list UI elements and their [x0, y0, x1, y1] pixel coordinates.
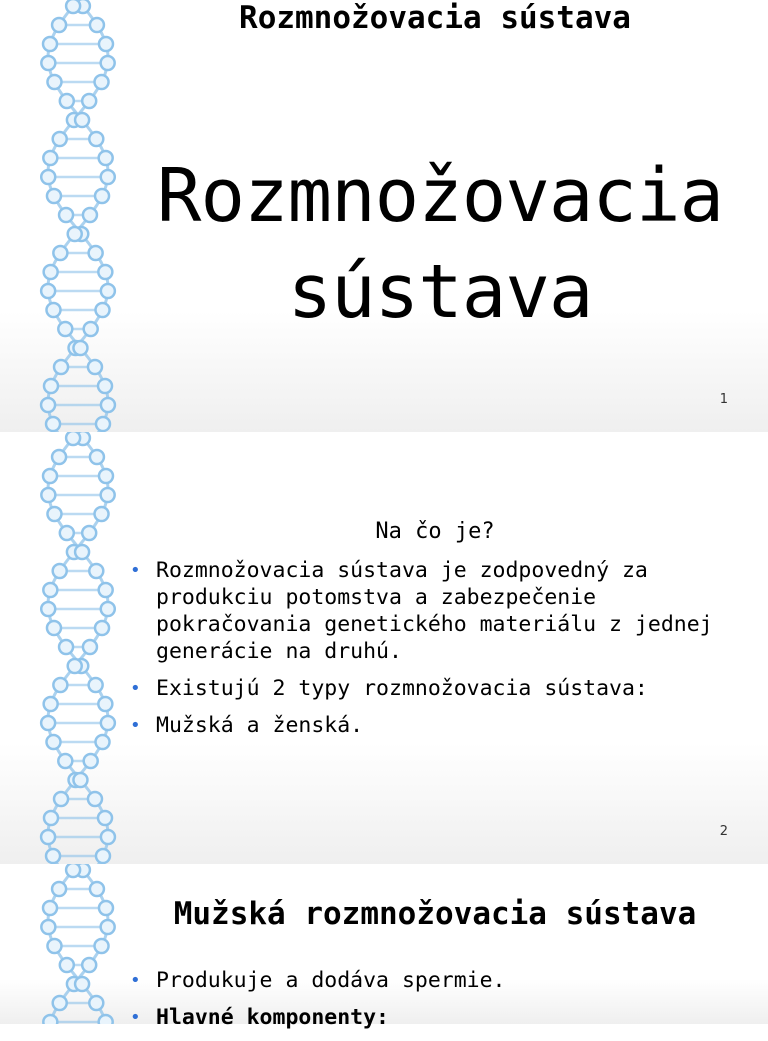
dna-node	[44, 811, 58, 825]
dna-node	[88, 792, 102, 806]
dna-node	[89, 564, 103, 578]
dna-node	[84, 322, 98, 336]
dna-node	[54, 792, 68, 806]
dna-node	[44, 379, 58, 393]
dna-node	[95, 939, 109, 953]
dna-node	[43, 583, 57, 597]
dna-node	[96, 735, 110, 749]
dna-node	[90, 882, 104, 896]
bullet-text: Rozmnožovacia sústava je zodpovedný za produkciu potomstva a zabezpečenie pokračovania genetického materiálu z jednej generácie na druhú.	[156, 558, 713, 664]
dna-helix-decoration	[36, 432, 126, 864]
dna-node	[59, 208, 73, 222]
slide-heading: Rozmnožovacia sústava	[239, 0, 631, 36]
dna-node	[89, 132, 103, 146]
dna-node	[53, 678, 67, 692]
dna-node	[41, 56, 55, 70]
bullet-text: Hlavné komponenty:	[156, 1005, 389, 1030]
dna-node	[53, 246, 67, 260]
dna-node	[46, 735, 60, 749]
dna-helix-decoration	[36, 0, 126, 432]
bullet-text: Produkuje a dodáva spermie.	[156, 968, 506, 993]
list-item	[128, 557, 728, 665]
dna-node	[41, 830, 55, 844]
slide-subtitle: Na čo je?	[375, 519, 495, 544]
dna-node	[99, 901, 113, 915]
bullet-icon: •	[130, 970, 141, 991]
dna-node	[73, 341, 87, 355]
dna-node	[41, 602, 55, 616]
dna-node	[60, 958, 74, 972]
dna-node	[43, 151, 57, 165]
slide-number: 2	[719, 824, 728, 839]
dna-node	[58, 322, 72, 336]
dna-node	[53, 996, 67, 1010]
list-item	[128, 712, 728, 739]
dna-node	[98, 697, 112, 711]
dna-node	[82, 958, 96, 972]
list-item	[128, 675, 728, 702]
dna-node	[46, 417, 60, 431]
dna-node	[53, 132, 67, 146]
dna-node	[41, 398, 55, 412]
dna-node	[58, 754, 72, 768]
slide-number: 1	[719, 392, 728, 407]
dna-node	[41, 488, 55, 502]
bullet-icon: •	[130, 678, 141, 699]
dna-node	[41, 920, 55, 934]
dna-node	[52, 450, 66, 464]
dna-node	[101, 716, 115, 730]
dna-node	[54, 360, 68, 374]
dna-node	[47, 189, 61, 203]
dna-node	[101, 284, 115, 298]
dna-node	[99, 1015, 113, 1024]
dna-node	[98, 265, 112, 279]
dna-node	[66, 864, 80, 877]
dna-node	[84, 754, 98, 768]
dna-node	[101, 170, 115, 184]
dna-node	[41, 284, 55, 298]
dna-node	[90, 450, 104, 464]
slide-title	[130, 148, 750, 340]
dna-node	[82, 526, 96, 540]
dna-node	[95, 189, 109, 203]
dna-node	[68, 227, 82, 241]
dna-node	[66, 0, 80, 13]
dna-node	[99, 469, 113, 483]
bullet-icon: •	[130, 1007, 141, 1028]
bullet-icon: •	[130, 715, 141, 736]
list-item	[128, 967, 728, 994]
dna-node	[47, 507, 61, 521]
dna-node	[44, 265, 58, 279]
dna-node	[41, 716, 55, 730]
dna-node	[101, 398, 115, 412]
dna-node	[41, 170, 55, 184]
dna-node	[99, 37, 113, 51]
dna-node	[60, 526, 74, 540]
slide-heading: Mužská rozmnožovacia sústava	[173, 896, 697, 932]
dna-node	[53, 564, 67, 578]
bullet-text: Mužská a ženská.	[156, 713, 364, 738]
dna-node	[95, 75, 109, 89]
list-item	[128, 1004, 728, 1031]
dna-node	[101, 488, 115, 502]
dna-node	[60, 94, 74, 108]
dna-node	[75, 545, 89, 559]
dna-node	[44, 697, 58, 711]
dna-node	[99, 151, 113, 165]
bullet-icon: •	[130, 560, 141, 581]
bullet-text: Existujú 2 typy rozmnožovacia sústava:	[156, 676, 648, 701]
bullet-list	[128, 967, 728, 1041]
dna-node	[52, 882, 66, 896]
dna-node	[43, 901, 57, 915]
dna-node	[47, 939, 61, 953]
dna-node	[46, 303, 60, 317]
dna-node	[96, 849, 110, 863]
dna-helix-decoration	[36, 864, 126, 1024]
dna-node	[96, 303, 110, 317]
dna-node	[66, 432, 80, 445]
dna-node	[89, 678, 103, 692]
dna-node	[83, 640, 97, 654]
dna-node	[43, 1015, 57, 1024]
dna-node	[82, 94, 96, 108]
bullet-list	[128, 557, 728, 749]
dna-node	[83, 208, 97, 222]
dna-node	[52, 18, 66, 32]
dna-node	[90, 18, 104, 32]
dna-node	[89, 246, 103, 260]
dna-node	[59, 640, 73, 654]
dna-node	[99, 583, 113, 597]
dna-node	[95, 621, 109, 635]
dna-node	[96, 417, 110, 431]
dna-node	[101, 830, 115, 844]
dna-node	[47, 75, 61, 89]
slide-title-line-2: sústava	[287, 249, 593, 335]
dna-node	[47, 621, 61, 635]
dna-node	[98, 811, 112, 825]
dna-node	[43, 37, 57, 51]
dna-node	[73, 773, 87, 787]
dna-node	[68, 659, 82, 673]
dna-node	[75, 977, 89, 991]
dna-node	[98, 379, 112, 393]
dna-node	[88, 360, 102, 374]
dna-node	[95, 507, 109, 521]
slide-1	[0, 0, 768, 432]
dna-node	[43, 469, 57, 483]
dna-node	[89, 996, 103, 1010]
dna-node	[101, 56, 115, 70]
dna-node	[101, 920, 115, 934]
slide-title-line-1: Rozmnožovacia	[156, 153, 724, 239]
dna-node	[46, 849, 60, 863]
dna-node	[75, 113, 89, 127]
dna-node	[101, 602, 115, 616]
